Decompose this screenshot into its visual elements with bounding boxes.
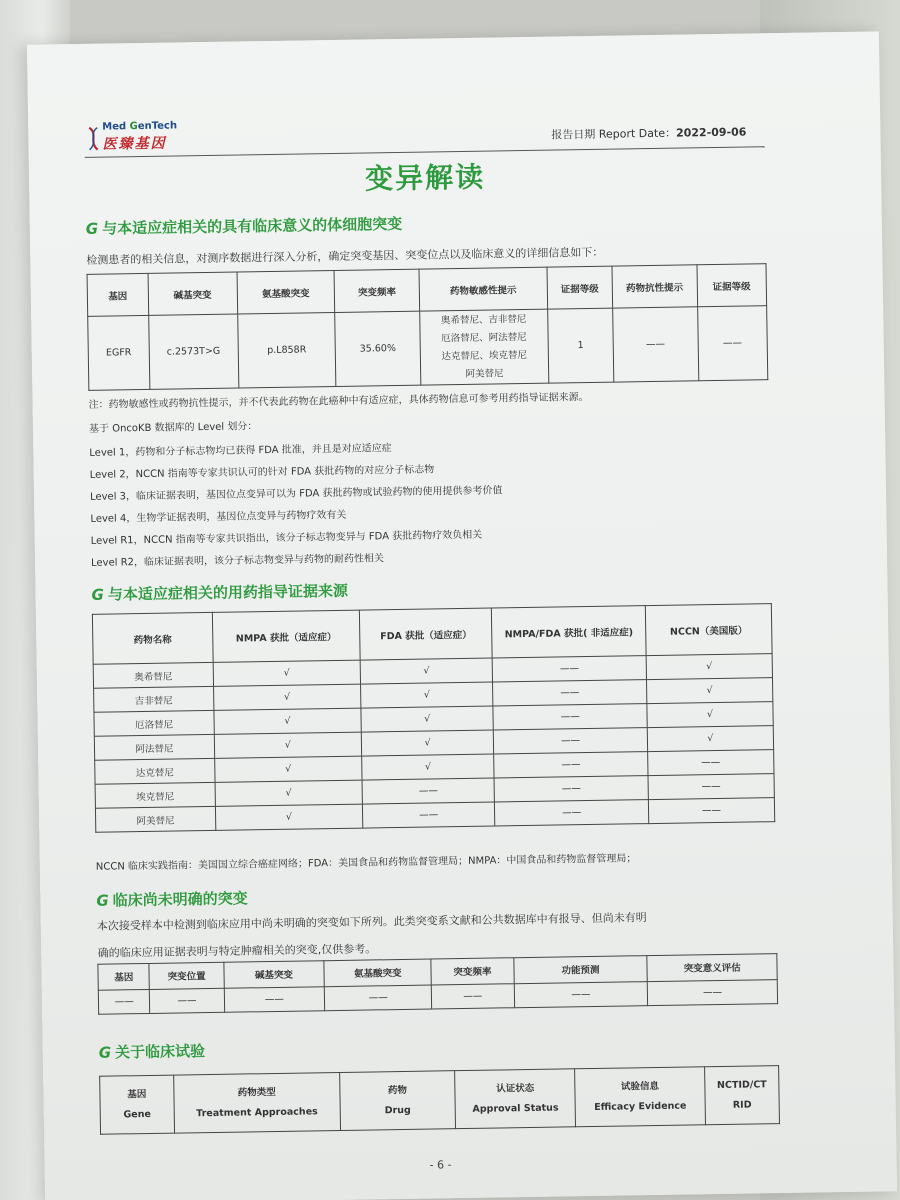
- cell-drug: 吉非替尼: [94, 686, 214, 712]
- cell-nmpa: √: [213, 684, 360, 710]
- col-frequency: 突变频率: [334, 269, 419, 312]
- cell-empty: ——: [648, 979, 778, 1005]
- cell-drug: 厄洛替尼: [94, 710, 214, 736]
- section-marker: G: [96, 891, 109, 910]
- col-drug: [339, 1071, 456, 1131]
- uncertain-mutation-table: [97, 931, 778, 1014]
- section-clinical-trials-title: [99, 1040, 206, 1063]
- logo-english: Med GenTech: [102, 120, 178, 133]
- header-cn: 试验信息: [620, 1080, 660, 1093]
- cell-drug: 达克替尼: [95, 758, 215, 784]
- report-date-label: 报告日期 Report Date：: [551, 126, 677, 142]
- col-nctid: [705, 1066, 780, 1125]
- col-aa-mutation: 氨基酸突变: [237, 270, 335, 314]
- col-drug-sensitivity: 药物敏感性提示: [419, 267, 548, 311]
- col-approval: [455, 1069, 576, 1129]
- cell-nmpa: √: [214, 756, 361, 782]
- col-base-mutation: 碱基突变: [148, 272, 238, 315]
- cell-empty: ——: [150, 988, 224, 1013]
- col-base: 碱基突变: [223, 960, 324, 988]
- section-title-text: 与本适应症相关的用药指导证据来源: [107, 581, 349, 604]
- cell-nmpa: √: [215, 780, 362, 806]
- col-gene: 基因: [87, 273, 148, 316]
- cell-fda: √: [361, 706, 494, 732]
- cell-fda: ——: [362, 802, 495, 828]
- cell-empty: ——: [432, 983, 515, 1008]
- cell-nmpa: √: [214, 732, 361, 758]
- section-title-text: 关于临床试验: [114, 1042, 206, 1062]
- col-function: 功能预测: [513, 955, 647, 983]
- cell-empty: ——: [325, 985, 432, 1011]
- header-en: Approval Status: [472, 1102, 559, 1115]
- report-date-value: 2022-09-06: [675, 125, 747, 140]
- col-gene: 基因: [98, 963, 150, 990]
- drug-line: 达克替尼、埃克替尼: [441, 349, 528, 362]
- drug-line: 厄洛替尼、阿法替尼: [441, 331, 527, 344]
- level-item: Level 4，生物学证据表明，基因位点变异与药物疗效有关: [90, 509, 347, 525]
- table-header-row: [100, 1066, 780, 1135]
- header-cn: 认证状态: [496, 1082, 535, 1095]
- cell-off: ——: [494, 728, 648, 754]
- col-evidence-level: 证据等级: [547, 266, 613, 309]
- cell-resist-level: ——: [697, 306, 768, 381]
- cell-nmpa: √: [215, 804, 362, 830]
- section1-note: 注：药物敏感性或药物抗性提示，并不代表此药物在此癌种中有适应症，具体药物信息可参考用药指导证据来源。: [88, 391, 589, 411]
- col-evidence-level-2: 证据等级: [697, 264, 767, 307]
- header-cn: 药物: [387, 1084, 408, 1096]
- page-number: - 6 -: [429, 1158, 452, 1172]
- header-cn: 药物类型: [237, 1086, 276, 1099]
- cell-resist: ——: [613, 307, 699, 382]
- logo-chinese: 医臻基因: [102, 135, 167, 153]
- col-fda: FDA 获批（适应症）: [359, 608, 492, 660]
- report-page: [27, 31, 897, 1200]
- cell-drug: 奥希替尼: [93, 662, 213, 688]
- page-header: [84, 111, 764, 158]
- cell-gene: EGFR: [88, 315, 150, 390]
- cell-fda: √: [362, 754, 495, 780]
- section-title-text: 临床尚未明确的突变: [112, 889, 248, 910]
- section1-intro: 检测患者的相关信息，对测序数据进行深入分析，确定突变基因、突变位点以及临床意义的详细信息如下：: [86, 245, 604, 267]
- header-en: Drug: [384, 1104, 411, 1116]
- col-nmpa: NMPA 获批（适应症）: [212, 610, 360, 662]
- header-en: Efficacy Evidence: [594, 1100, 687, 1113]
- col-freq: 突变频率: [431, 957, 514, 984]
- cell-level: 1: [548, 308, 614, 383]
- col-aa: 氨基酸突变: [324, 959, 431, 987]
- header-en: Gene: [123, 1108, 151, 1120]
- level-item: Level R1，NCCN 指南等专家共识指出，该分子标志物变异与 FDA 获批药物疗效负相关: [90, 529, 483, 547]
- cell-drug: 阿法替尼: [94, 734, 214, 760]
- dna-logo-icon: [86, 126, 100, 152]
- cell-nmpa: √: [213, 660, 360, 686]
- cell-empty: ——: [98, 989, 150, 1014]
- cell-nccn: √: [647, 702, 774, 728]
- col-gene: [100, 1075, 175, 1134]
- section-marker: G: [98, 1043, 112, 1062]
- clinical-trials-table: [99, 1065, 780, 1135]
- level-item: Level 2，NCCN 指南等专家共识认可的针对 FDA 获批药物的对应分子标志物: [89, 464, 435, 481]
- section-uncertain-mutations-title: [96, 887, 248, 910]
- col-drug-name: 药物名称: [92, 612, 213, 664]
- levels-intro: 基于 OncoKB 数据库的 Level 划分：: [88, 421, 258, 435]
- cell-off: ——: [493, 680, 647, 706]
- header-cn: 基因: [127, 1088, 147, 1100]
- page-title: 变异解读: [364, 160, 486, 196]
- cell-aa: p.L858R: [237, 312, 336, 388]
- col-off-label: NMPA/FDA 获批( 非适应症): [492, 606, 646, 658]
- cell-off: ——: [494, 776, 648, 802]
- cell-fda: √: [360, 658, 493, 684]
- cell-fda: √: [360, 682, 493, 708]
- cell-off: ——: [493, 656, 647, 682]
- section-marker: G: [85, 219, 99, 238]
- cell-nccn: √: [646, 654, 773, 680]
- cell-base: c.2573T>G: [148, 314, 238, 389]
- cell-nccn: ——: [648, 774, 775, 800]
- section2-footnote: NCCN 临床实践指南：美国国立综合癌症网络；FDA：美国食品和药物监督管理局；NMPA：中国食品和药物监督管理局；: [95, 853, 637, 873]
- cell-nccn: √: [646, 678, 773, 704]
- section-drug-evidence-title: [91, 580, 348, 605]
- cell-empty: ——: [224, 986, 325, 1012]
- cell-empty: ——: [514, 981, 648, 1007]
- cell-nmpa: √: [214, 708, 361, 734]
- company-logo: [84, 120, 225, 156]
- report-date: [551, 123, 746, 142]
- col-drug-resistance: 药物抗性提示: [612, 265, 697, 308]
- header-cn: NCTID/CT: [716, 1078, 767, 1091]
- header-en: RID: [732, 1099, 752, 1111]
- section-marker: G: [91, 585, 105, 604]
- cell-nccn: ——: [648, 798, 775, 824]
- header-en: Treatment Approaches: [196, 1105, 318, 1119]
- cell-freq: 35.60%: [335, 311, 421, 386]
- page-content: [83, 33, 767, 1172]
- level-item: Level R2，临床证据表明，该分子标志物变异与药物的耐药性相关: [91, 553, 385, 569]
- section3-intro-line1: 本次接受样本中检测到临床应用中尚未明确的突变如下所列。此类突变系文献和公共数据库中有报导、但尚未有明: [96, 911, 647, 933]
- cell-fda: √: [361, 730, 494, 756]
- cell-off: ——: [495, 800, 649, 826]
- drug-line: 阿美替尼: [465, 367, 504, 380]
- col-significance: 突变意义评估: [647, 953, 777, 981]
- cell-drugs: [420, 309, 549, 385]
- col-efficacy: [575, 1067, 706, 1127]
- cell-off: ——: [494, 752, 648, 778]
- cell-off: ——: [493, 704, 647, 730]
- cell-nccn: ——: [647, 750, 774, 776]
- cell-drug: 阿美替尼: [95, 806, 215, 832]
- col-treatment: [174, 1072, 341, 1133]
- level-item: Level 1，药物和分子标志物均已获得 FDA 批准，并且是对应适应症: [89, 443, 392, 459]
- col-nccn: NCCN（美国版）: [645, 604, 772, 656]
- col-position: 突变位置: [149, 962, 223, 989]
- cell-drug: 埃克替尼: [95, 782, 215, 808]
- drug-line: 奥希替尼、吉非替尼: [440, 313, 527, 326]
- cell-nccn: √: [647, 726, 774, 752]
- somatic-mutation-table: [87, 263, 769, 391]
- section-title-text: 与本适应症相关的具有临床意义的体细胞突变: [102, 214, 403, 238]
- section-somatic-mutations-title: [86, 213, 403, 239]
- cell-fda: ——: [362, 778, 495, 804]
- section3-intro-line2: 确的临床应用证据表明与特定肿瘤相关的突变,仅供参考。: [97, 942, 377, 960]
- table-row: [88, 306, 768, 391]
- level-item: Level 3，临床证据表明，基因位点变异可以为 FDA 获批药物或试验药物的使用提供参考价值: [89, 485, 503, 503]
- drug-evidence-table: [92, 603, 775, 833]
